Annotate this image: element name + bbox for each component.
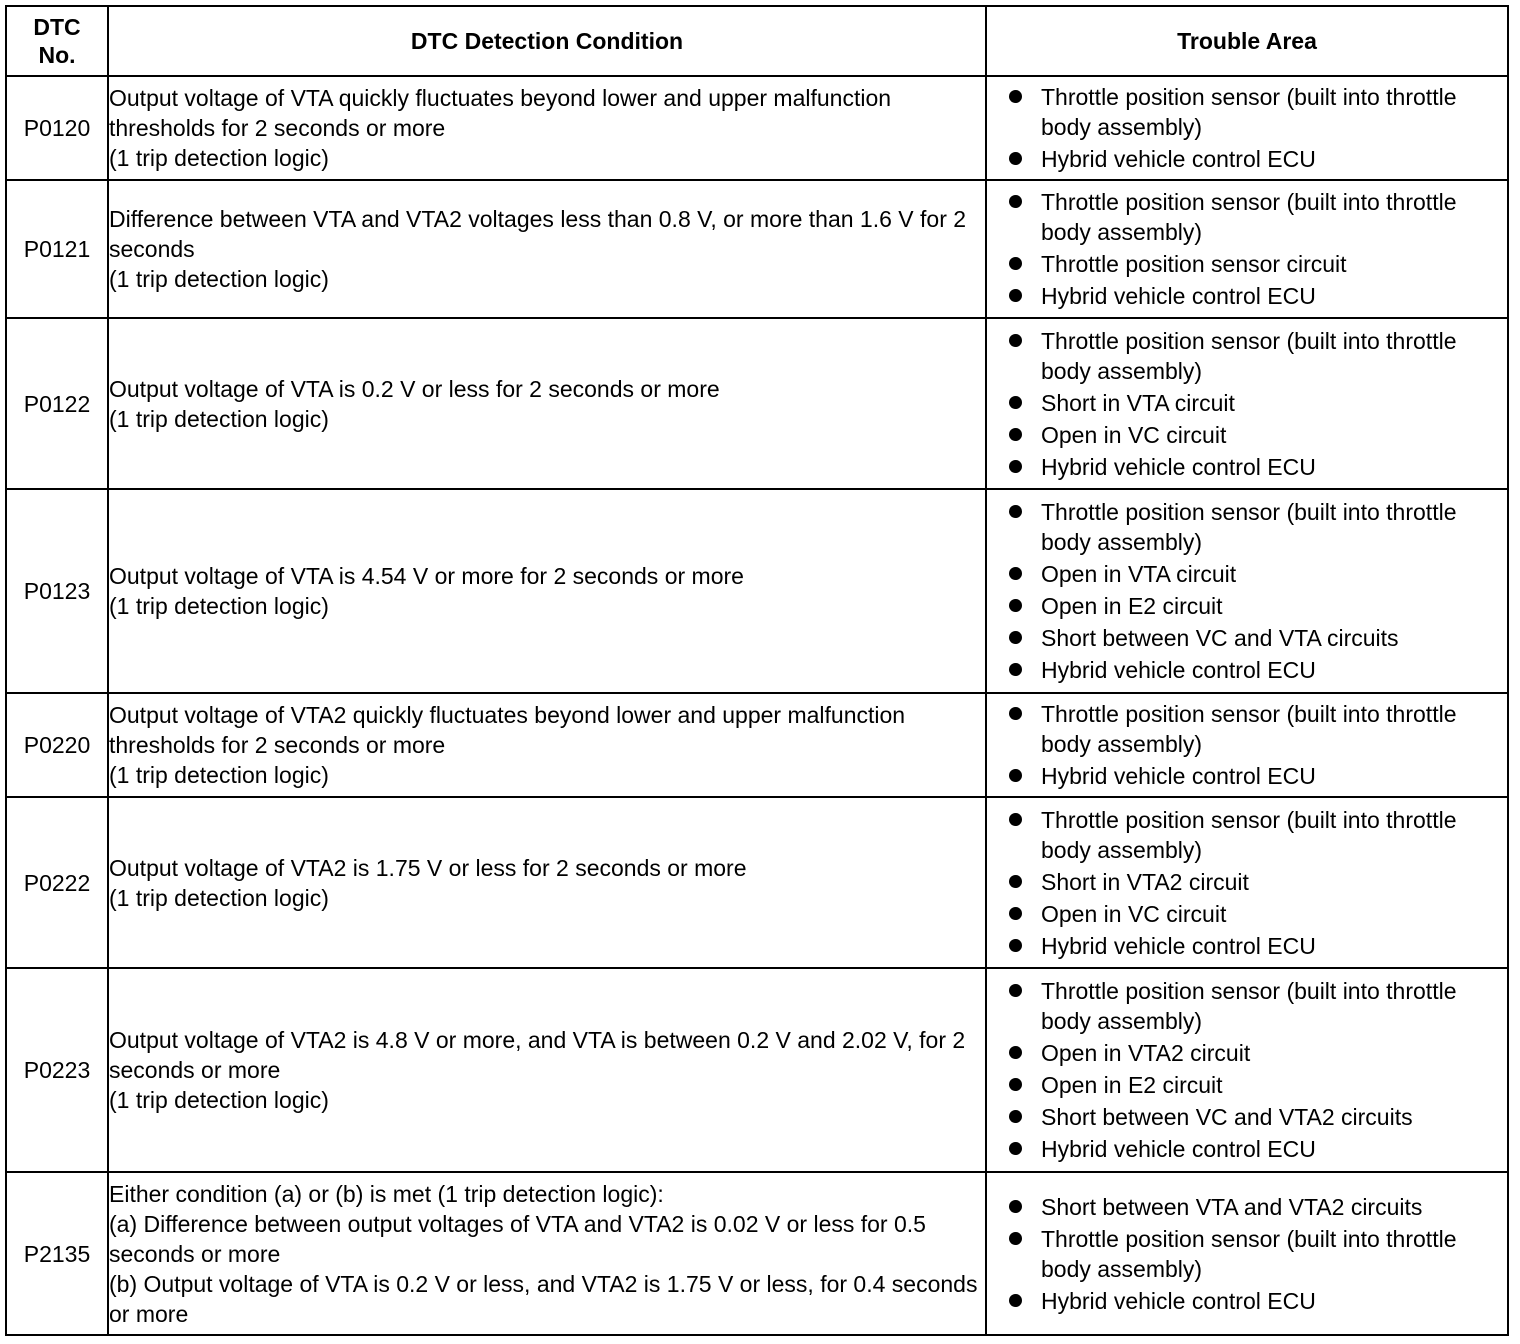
- trouble-area: [986, 489, 1508, 693]
- detection-condition: [108, 693, 986, 797]
- trouble-area-item: Short between VC and VTA circuits: [987, 623, 1507, 653]
- condition-line: Output voltage of VTA is 0.2 V or less for 2 seconds or more: [109, 375, 720, 402]
- header-dtc-no-line1: DTC: [33, 14, 81, 40]
- table-row: [6, 968, 1508, 1172]
- condition-line: (b) Output voltage of VTA is 0.2 V or less, and VTA2 is 1.75 V or less, for 0.4 seconds or more: [109, 1270, 978, 1327]
- dtc-code: P0123: [6, 489, 108, 693]
- detection-condition: [108, 180, 986, 318]
- table-row: [6, 76, 1508, 180]
- condition-line: Either condition (a) or (b) is met (1 trip detection logic):: [109, 1180, 664, 1207]
- trouble-area-item: Short between VC and VTA2 circuits: [987, 1102, 1507, 1132]
- dtc-code: P0220: [6, 693, 108, 797]
- trouble-area-item: Throttle position sensor (built into throttle body assembly): [987, 1224, 1507, 1284]
- condition-line: Output voltage of VTA2 quickly fluctuates beyond lower and upper malfunction thresholds for 2 seconds or more: [109, 702, 906, 758]
- trouble-area-item: Hybrid vehicle control ECU: [987, 144, 1507, 174]
- condition-line: (1 trip detection logic): [109, 762, 329, 788]
- trouble-area-list: [987, 326, 1507, 482]
- trouble-area: [986, 1172, 1508, 1335]
- table-row: [6, 489, 1508, 693]
- table-row: [6, 180, 1508, 318]
- detection-condition: [108, 318, 986, 489]
- trouble-area-item: Throttle position sensor (built into throttle body assembly): [987, 699, 1507, 759]
- table-row: [6, 797, 1508, 968]
- dtc-code: P0122: [6, 318, 108, 489]
- condition-line: (1 trip detection logic): [109, 266, 329, 292]
- trouble-area: [986, 76, 1508, 180]
- trouble-area-item: Open in VTA circuit: [987, 559, 1507, 589]
- detection-condition: [108, 797, 986, 968]
- trouble-area-item: Hybrid vehicle control ECU: [987, 1286, 1507, 1316]
- trouble-area-item: Throttle position sensor circuit: [987, 249, 1507, 279]
- dtc-code: P0120: [6, 76, 108, 180]
- trouble-area: [986, 797, 1508, 968]
- condition-line: Output voltage of VTA quickly fluctuates beyond lower and upper malfunction thresholds for 2 seconds or more: [109, 85, 892, 141]
- trouble-area-item: Hybrid vehicle control ECU: [987, 1134, 1507, 1164]
- detection-condition: [108, 489, 986, 693]
- detection-condition: [108, 1172, 986, 1335]
- trouble-area-item: Open in E2 circuit: [987, 591, 1507, 621]
- trouble-area-item: Throttle position sensor (built into throttle body assembly): [987, 326, 1507, 386]
- condition-line: (1 trip detection logic): [109, 1087, 329, 1113]
- trouble-area-item: Short in VTA circuit: [987, 388, 1507, 418]
- trouble-area-list: [987, 497, 1507, 685]
- trouble-area-item: Throttle position sensor (built into throttle body assembly): [987, 497, 1507, 557]
- trouble-area-item: Hybrid vehicle control ECU: [987, 655, 1507, 685]
- header-condition: DTC Detection Condition: [108, 6, 986, 76]
- trouble-area-item: Hybrid vehicle control ECU: [987, 931, 1507, 961]
- trouble-area-list: [987, 187, 1507, 311]
- table-body: [6, 76, 1508, 1335]
- trouble-area-item: Hybrid vehicle control ECU: [987, 452, 1507, 482]
- header-dtc-no-line2: No.: [38, 42, 76, 68]
- table-row: [6, 1172, 1508, 1335]
- trouble-area-item: Hybrid vehicle control ECU: [987, 281, 1507, 311]
- trouble-area-item: Short in VTA2 circuit: [987, 867, 1507, 897]
- detection-condition: [108, 76, 986, 180]
- trouble-area-item: Throttle position sensor (built into throttle body assembly): [987, 187, 1507, 247]
- trouble-area: [986, 180, 1508, 318]
- condition-line: Output voltage of VTA2 is 4.8 V or more, and VTA is between 0.2 V and 2.02 V, for 2 seconds or more: [109, 1027, 966, 1083]
- header-dtc-no: [6, 6, 108, 76]
- trouble-area: [986, 318, 1508, 489]
- trouble-area-item: Open in E2 circuit: [987, 1070, 1507, 1100]
- trouble-area-item: Open in VC circuit: [987, 420, 1507, 450]
- trouble-area-item: Throttle position sensor (built into throttle body assembly): [987, 976, 1507, 1036]
- condition-line: (1 trip detection logic): [109, 884, 329, 911]
- trouble-area-item: Hybrid vehicle control ECU: [987, 761, 1507, 791]
- condition-line: Output voltage of VTA2 is 1.75 V or less for 2 seconds or more: [109, 854, 747, 881]
- dtc-code: P0222: [6, 797, 108, 968]
- condition-line: Difference between VTA and VTA2 voltages less than 0.8 V, or more than 1.6 V for 2 seconds: [109, 206, 967, 262]
- header-row: [6, 6, 1508, 76]
- dtc-code: P0223: [6, 968, 108, 1172]
- trouble-area-list: [987, 699, 1507, 791]
- trouble-area-item: Short between VTA and VTA2 circuits: [987, 1192, 1507, 1222]
- condition-line: (1 trip detection logic): [109, 145, 329, 171]
- trouble-area-item: Throttle position sensor (built into throttle body assembly): [987, 805, 1507, 865]
- trouble-area-list: [987, 805, 1507, 961]
- trouble-area: [986, 968, 1508, 1172]
- condition-line: Output voltage of VTA is 4.54 V or more for 2 seconds or more: [109, 563, 744, 589]
- dtc-table: [5, 5, 1509, 1336]
- dtc-code: P2135: [6, 1172, 108, 1335]
- table-row: [6, 693, 1508, 797]
- trouble-area-list: [987, 976, 1507, 1164]
- trouble-area-item: Open in VTA2 circuit: [987, 1038, 1507, 1068]
- trouble-area-item: Throttle position sensor (built into throttle body assembly): [987, 82, 1507, 142]
- trouble-area: [986, 693, 1508, 797]
- table-row: [6, 318, 1508, 489]
- condition-line: (1 trip detection logic): [109, 405, 329, 432]
- detection-condition: [108, 968, 986, 1172]
- header-trouble-area: Trouble Area: [986, 6, 1508, 76]
- trouble-area-list: [987, 1192, 1507, 1316]
- condition-line: (a) Difference between output voltages of VTA and VTA2 is 0.02 V or less for 0.5 seconds or more: [109, 1210, 926, 1267]
- trouble-area-item: Open in VC circuit: [987, 899, 1507, 929]
- trouble-area-list: [987, 82, 1507, 174]
- dtc-code: P0121: [6, 180, 108, 318]
- condition-line: (1 trip detection logic): [109, 593, 329, 619]
